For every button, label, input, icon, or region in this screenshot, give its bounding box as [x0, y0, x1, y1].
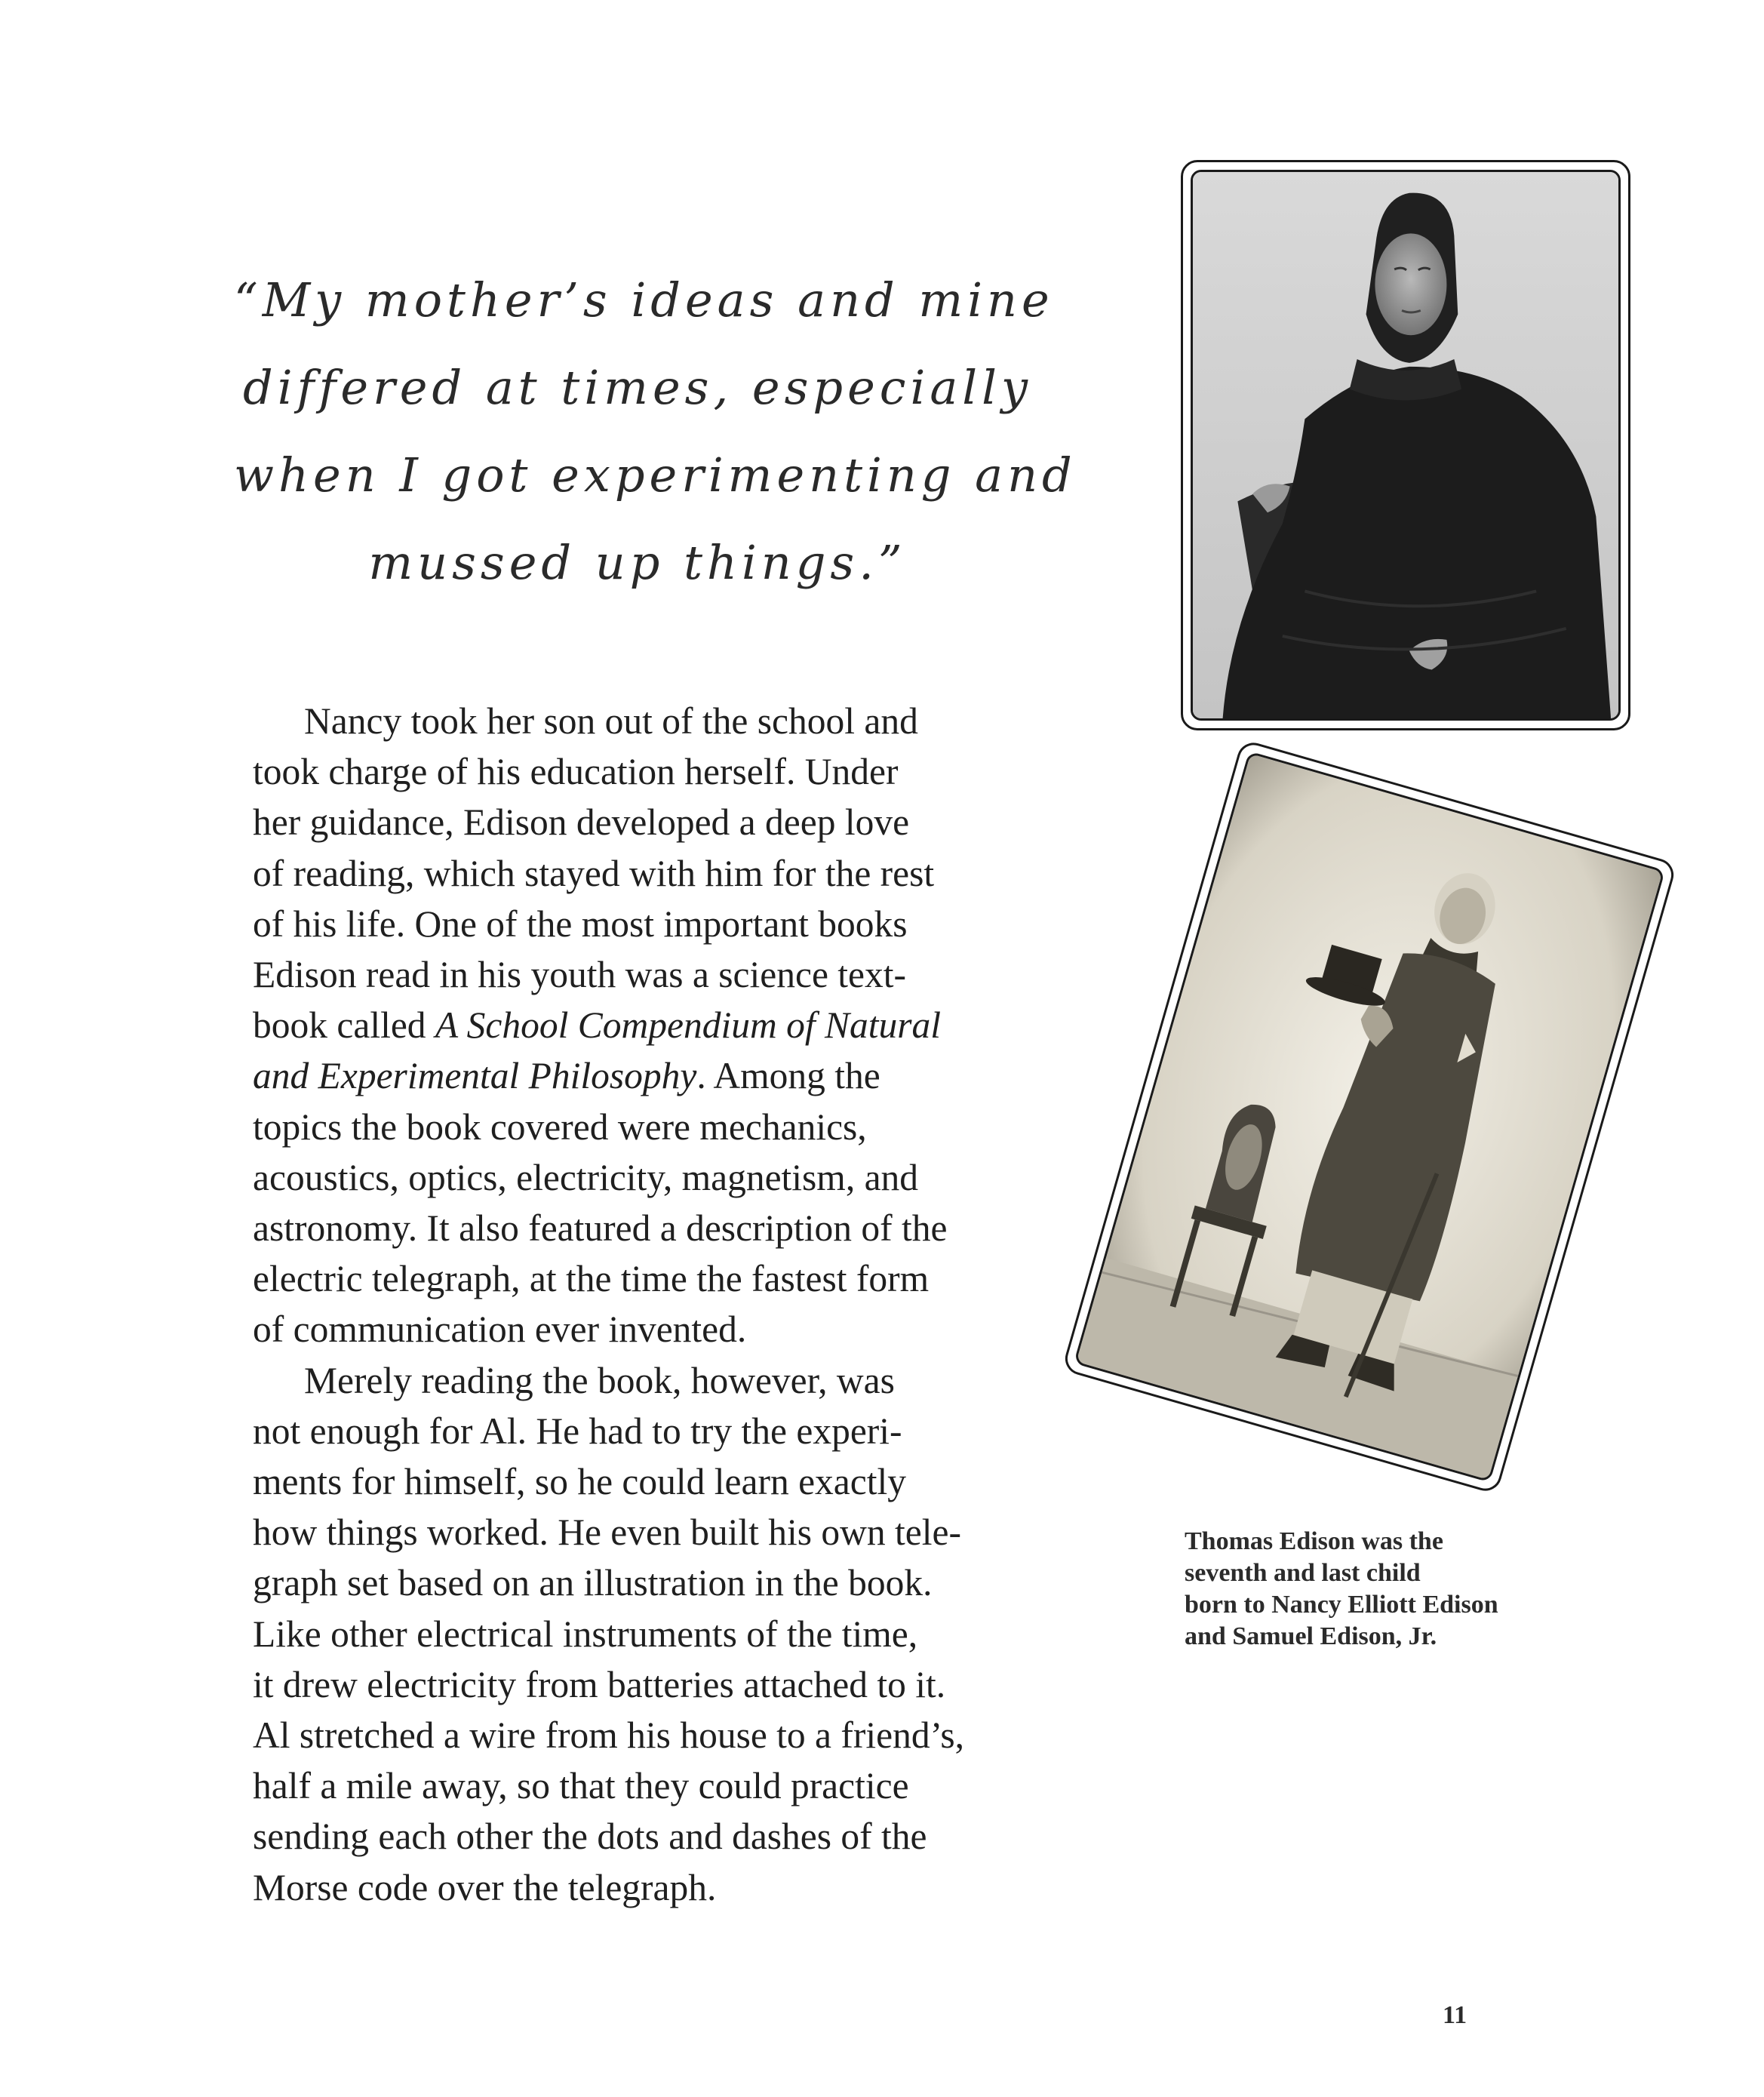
text-line: not enough for Al. He had to try the experi-	[253, 1410, 902, 1452]
paragraph-1	[253, 696, 1053, 1355]
photo-nancy-edison-illustration	[1193, 172, 1618, 718]
photo-nancy-edison	[1181, 160, 1630, 730]
photo-samuel-edison	[1062, 739, 1678, 1495]
text-line: topics the book covered were mechanics,	[253, 1105, 867, 1148]
pull-quote-line: mussed up things.”	[368, 535, 907, 590]
book-title: and Experimental Philosophy	[253, 1055, 697, 1097]
body-text	[253, 696, 1053, 1913]
text-line: acoustics, optics, electricity, magnetism, and	[253, 1156, 919, 1198]
pull-quote-line: when I got experimenting and	[234, 447, 1077, 503]
text-line	[253, 1050, 1053, 1101]
text-line: her guidance, Edison developed a deep love	[253, 801, 910, 844]
text-line: took charge of his education herself. Under	[253, 751, 899, 793]
paragraph-2	[253, 1355, 1053, 1913]
caption-line: Thomas Edison was the	[1185, 1527, 1443, 1555]
text-line: ments for himself, so he could learn exactly	[253, 1461, 906, 1503]
text-line: Edison read in his youth was a science text-	[253, 954, 907, 996]
text-line: Like other electrical instruments of the time,	[253, 1613, 918, 1655]
text-line: of reading, which stayed with him for the rest	[253, 852, 935, 894]
text-line: sending each other the dots and dashes of the	[253, 1816, 927, 1858]
pull-quote-line: “My mother’s ideas and mine	[234, 272, 1054, 327]
book-title: A School Compendium of Natural	[435, 1004, 942, 1047]
caption-line: and Samuel Edison, Jr.	[1185, 1622, 1437, 1650]
text-line	[253, 1000, 1053, 1050]
text-line: of communication ever invented.	[253, 1308, 747, 1351]
text-line: of his life. One of the most important books	[253, 902, 908, 945]
photo-caption	[1185, 1526, 1577, 1653]
text-line: Al stretched a wire from his house to a friend’s,	[253, 1714, 964, 1757]
text-fragment: . Among the	[696, 1055, 880, 1097]
text-line: Merely reading the book, however, was	[304, 1359, 895, 1401]
text-line: half a mile away, so that they could practice	[253, 1765, 909, 1807]
pull-quote-line: differed at times, especially	[243, 360, 1032, 415]
photo-samuel-edison-image	[1074, 751, 1665, 1483]
text-line: astronomy. It also featured a description of the	[253, 1207, 948, 1250]
text-line: how things worked. He even built his own tele-	[253, 1511, 961, 1554]
text-line: Morse code over the telegraph.	[253, 1866, 717, 1908]
caption-line: seventh and last child	[1185, 1559, 1421, 1587]
text-fragment: book called	[253, 1004, 435, 1047]
text-line: it drew electricity from batteries attached to it.	[253, 1663, 946, 1705]
pull-quote	[234, 257, 1077, 607]
photo-nancy-edison-image	[1191, 170, 1621, 721]
photo-samuel-edison-illustration	[1077, 754, 1663, 1480]
text-line: graph set based on an illustration in the book.	[253, 1562, 933, 1604]
page-number: 11	[1443, 2001, 1467, 2029]
caption-line: born to Nancy Elliott Edison	[1185, 1591, 1498, 1619]
text-line: electric telegraph, at the time the fastest form	[253, 1258, 930, 1300]
text-line: Nancy took her son out of the school and	[304, 700, 918, 742]
